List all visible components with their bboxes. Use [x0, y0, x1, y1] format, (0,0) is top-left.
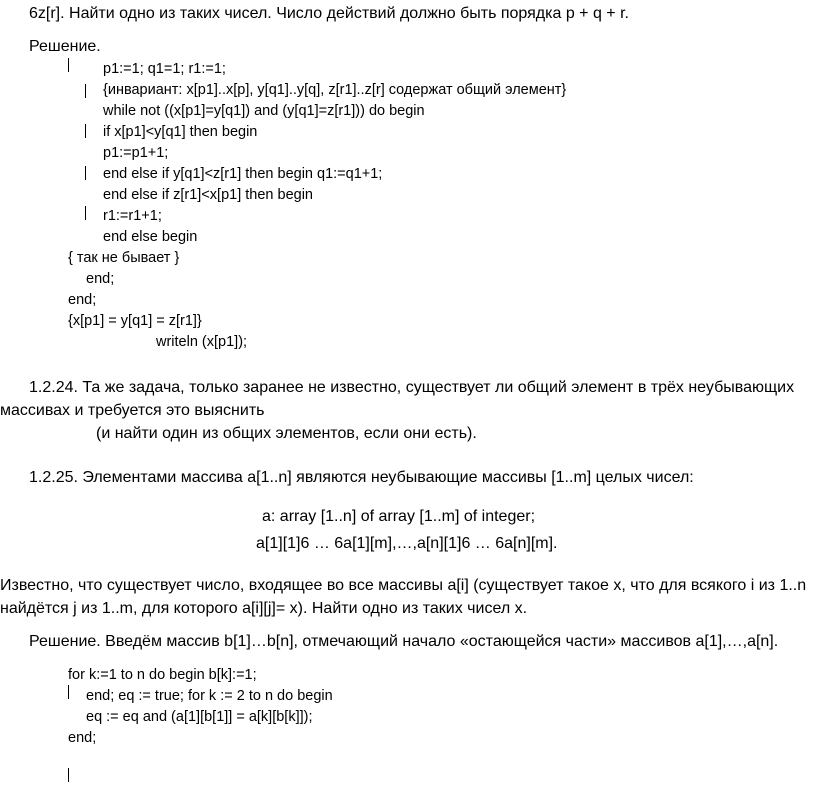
margin-bar	[68, 768, 69, 782]
code-line: end;	[68, 292, 97, 308]
code-line: end else begin	[103, 229, 198, 245]
margin-bar	[85, 124, 86, 138]
margin-bar	[85, 166, 86, 180]
code-line: {инвариант: x[p1]..x[p], y[q1]..y[q], z[r1]..z[r] содержат общий элемент}	[103, 82, 567, 98]
code-line: end else if y[q1]<z[r1] then begin q1:=q1+1;	[103, 166, 383, 182]
code-line: if x[p1]<y[q1] then begin	[103, 124, 258, 140]
known-line2: найдётся j из 1..m, для которого a[i][j]= x). Найти одно из таких чисел x.	[0, 600, 528, 617]
code-line: { так не бывает }	[68, 250, 180, 266]
code-line: eq := eq and (a[1][b[1]] = a[k][b[k]]);	[86, 709, 313, 725]
code-line: end;	[86, 271, 115, 287]
problem-1-2-25-line1: 1.2.25. Элементами массива a[1..n] являются неубывающие массивы [1..m] целых чисел:	[29, 469, 694, 486]
solution-2-line: Решение. Введём массив b[1]…b[n], отмечающий начало «остающейся части» массивов a[1],…,a[n].	[29, 633, 779, 650]
known-line1: Известно, что существует число, входящее во все массивы a[i] (существует такое x, что для всякого i из 1..n	[0, 577, 807, 594]
code-line: end; eq := true; for k := 2 to n do begin	[86, 688, 333, 704]
code-line: end;	[68, 730, 97, 746]
code-line: writeln (x[p1]);	[156, 334, 248, 350]
problem-1-2-24-line2: массивах и требуется это выяснить	[0, 402, 265, 419]
code-line: r1:=r1+1;	[103, 208, 162, 224]
code-line: {x[p1] = y[q1] = z[r1]}	[68, 313, 202, 329]
solution-heading: Решение.	[29, 38, 101, 55]
formula-ordering: a[1][1]6 … 6a[1][m],…,a[n][1]6 … 6a[n][m].	[256, 535, 558, 552]
code-line: p1:=1; q1=1; r1:=1;	[103, 61, 226, 77]
code-line: for k:=1 to n do begin b[k]:=1;	[68, 667, 257, 683]
margin-bar	[85, 84, 86, 98]
formula-declaration: a: array [1..n] of array [1..m] of integer;	[262, 508, 536, 525]
code-line: p1:=p1+1;	[103, 145, 169, 161]
problem-1-2-24-line3: (и найти один из общих элементов, если они есть).	[96, 425, 477, 442]
margin-bar	[85, 206, 86, 220]
code-line: end else if z[r1]<x[p1] then begin	[103, 187, 313, 203]
margin-bar	[68, 58, 69, 72]
code-line: while not ((x[p1]=y[q1]) and (y[q1]=z[r1])) do begin	[103, 103, 425, 119]
margin-bar	[68, 685, 69, 699]
top-line: 6z[r]. Найти одно из таких чисел. Число действий должно быть порядка p + q + r.	[29, 5, 629, 22]
problem-1-2-24-line1: 1.2.24. Та же задача, только заранее не известно, существует ли общий элемент в трёх неубывающих	[29, 379, 795, 396]
